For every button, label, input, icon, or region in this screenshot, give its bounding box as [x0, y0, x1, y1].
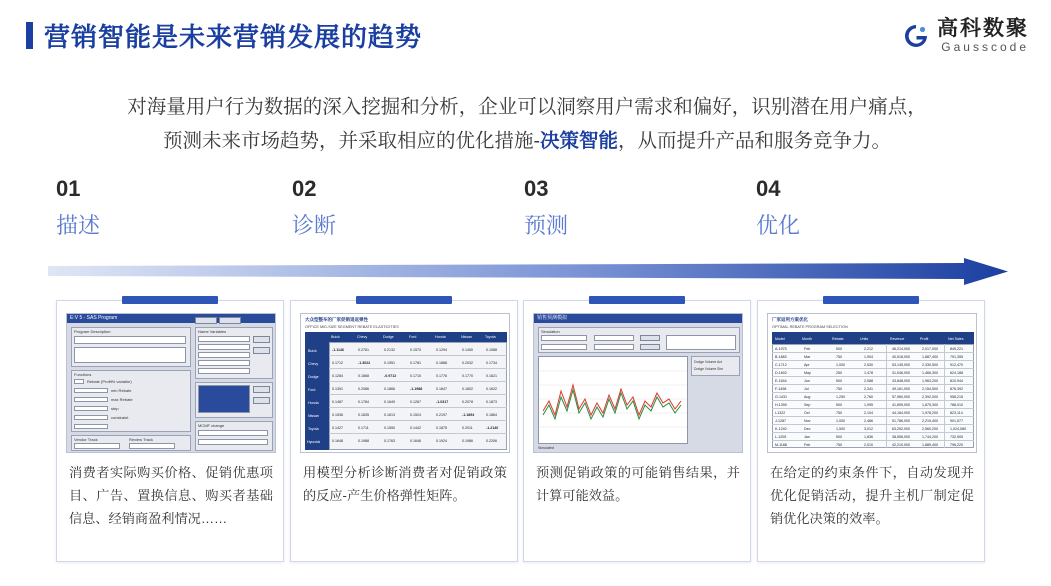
- brand-logo: [903, 18, 1029, 54]
- page-title: 营销智能是未来营销发展的趋势: [44, 22, 423, 52]
- step-03: [524, 175, 754, 243]
- screenshot-3-title: 销售预测模拟: [534, 314, 742, 323]
- screenshot-2-title: 大众型整车的厂家促销退返弹性: [305, 317, 368, 322]
- chart-legend-1: Dodge Volume Act: [694, 360, 722, 364]
- screenshot-1-title: E:V 5 - SAS Program: [67, 314, 275, 323]
- card-diagnose[interactable]: [290, 300, 518, 562]
- step-02-label: 诊断: [292, 213, 337, 238]
- card-predict[interactable]: [523, 300, 751, 562]
- card-top-tab: [356, 296, 452, 304]
- card-row: [0, 300, 1051, 570]
- title-accent-bar: [26, 22, 33, 49]
- step-04-label: 优化: [756, 213, 801, 238]
- logo-text-en: Gausscode: [941, 40, 1029, 54]
- intro-paragraph: [52, 90, 1002, 158]
- screenshot-4-subtitle: OPTIMAL REBATE PROGRAM SELECTION: [772, 325, 848, 329]
- screenshot-rebate-elasticity-matrix: 大众型整车的厂家促销退返弹性 OFFICE MID-SIZE SEGMENT REBATE ELASTICITIES Buick Chevy Dodge Ford Honda Nissan Toyota Buick Chevy Dodge Ford Honda Nissan Toyota Hyundai -1.1146 0.2761 0.2132 0.1570 0.1294 0.1450 0.1588 0.1712 -1.3022 0.1951 0.1781 0.1888 0.2032 0.1734 0.1284 0.1868 -0.9712 0.1715 0.1776 0.1770 0.1621 0.1391 0.2086 0.1866 -1.1988 0.1847 0.1802 0.1622 0.1487 0.1784 0.1649 0.1267 -1.0317 0.2078 0.1873 0.1536 0.1835 0.1613 0.1524 0.2197 -1.1894 0.1864 0.1427 0.1711 0.1550 0.1442 0.1875 0.2011 -1.2140 0.1648 0.1988 0.1763 0.1646 0.1924 0.1986 0.2206: [300, 313, 510, 453]
- progress-arrow: [48, 258, 1008, 286]
- step-04: [756, 175, 986, 243]
- card-top-tab: [122, 296, 218, 304]
- logo-text-cn: 高科数聚: [937, 17, 1029, 40]
- card-2-caption: 用模型分析诊断消费者对促销政策的反应-产生价格弹性矩阵。: [303, 465, 507, 503]
- intro-line-2b: ，从而提升产品和服务竞争力。: [618, 130, 892, 152]
- intro-line-1: 对海量用户行为数据的深入挖掘和分析，企业可以洞察用户需求和偏好，识别潜在用户痛点，: [127, 96, 927, 118]
- step-02-number: 02: [292, 176, 317, 201]
- step-01-label: 描述: [56, 213, 101, 238]
- screenshot-sas-program: E:V 5 - SAS Program Program Description Name Variables Functions Rebate (Profit% variable) min Rebate max Rebate step constraint Vendor Track Review Track MCMF change: [66, 313, 276, 453]
- card-top-tab: [589, 296, 685, 304]
- step-02: [292, 175, 522, 243]
- step-01-number: 01: [56, 176, 81, 201]
- intro-line-2a: 预测未来市场趋势，并采取相应的优化措施-: [162, 130, 540, 152]
- step-03-number: 03: [524, 176, 549, 201]
- gausscode-g-logo-icon: [903, 23, 929, 49]
- card-4-caption: 在给定的约束条件下，自动发现并优化促销活动，提升主机厂制定促销优化决策的效率。: [770, 465, 974, 526]
- card-3-caption: 预测促销政策的可能销售结果，并计算可能效益。: [536, 465, 740, 503]
- slide-header: [0, 0, 1051, 72]
- screenshot-rebate-optimization-table: 厂家返利方案优化 OPTIMAL REBATE PROGRAM SELECTION Model Month Rebate Units Revenue Profit Net Sales A-1975 Feb 500 2,212 46,214,000 2,017,000 845,221 B-1883 Mar 750 1,904 40,518,000 1,887,400 791,355 C-1712 Apr 1,000 2,530 53,145,000 2,330,500 912,470 D-1602 May 250 1,478 31,046,000 1,466,300 624,188 E-1544 Jun 500 2,088 43,848,000 1,963,200 810,944 F-1498 Jul 750 2,341 49,161,000 2,154,500 876,392 G-1431 Aug 1,250 2,760 57,960,000 2,392,000 958,215 H-1390 Sep 500 1,995 41,895,000 1,875,300 788,010 I-1322 Oct 750 2,104 44,184,000 1,978,200 823,114 J-1287 Nov 1,000 2,466 51,786,000 2,219,400 901,577 K-1240 Dec 1,500 3,012 63,252,000 2,560,200 1,024,080 L-1205 Jan 500 1,836 38,556,000 1,744,200 732,905 M-1188 Feb 750 2,010 42,210,000 1,889,400 796,220: [767, 313, 977, 453]
- card-optimize[interactable]: [757, 300, 985, 562]
- screenshot-4-title: 厂家返利方案优化: [772, 317, 808, 322]
- step-04-number: 04: [756, 176, 781, 201]
- card-top-tab: [823, 296, 919, 304]
- card-1-caption: 消费者实际购买价格、促销优惠项目、广告、置换信息、购买者基础信息、经销商盈利情况……: [69, 465, 273, 526]
- step-03-label: 预测: [524, 213, 569, 238]
- screenshot-2-subtitle: OFFICE MID-SIZE SEGMENT REBATE ELASTICITIES: [305, 325, 399, 329]
- step-01: [56, 175, 286, 243]
- card-describe[interactable]: [56, 300, 284, 562]
- step-labels: [0, 175, 1051, 255]
- chart-legend-2: Dodge Volume Sim: [694, 367, 724, 371]
- screenshot-sales-simulation-chart: 销售预测模拟 Simulation Dodge Volume Act Dodge Volume Sim Simulated: [533, 313, 743, 453]
- intro-highlight: 决策智能: [539, 130, 618, 152]
